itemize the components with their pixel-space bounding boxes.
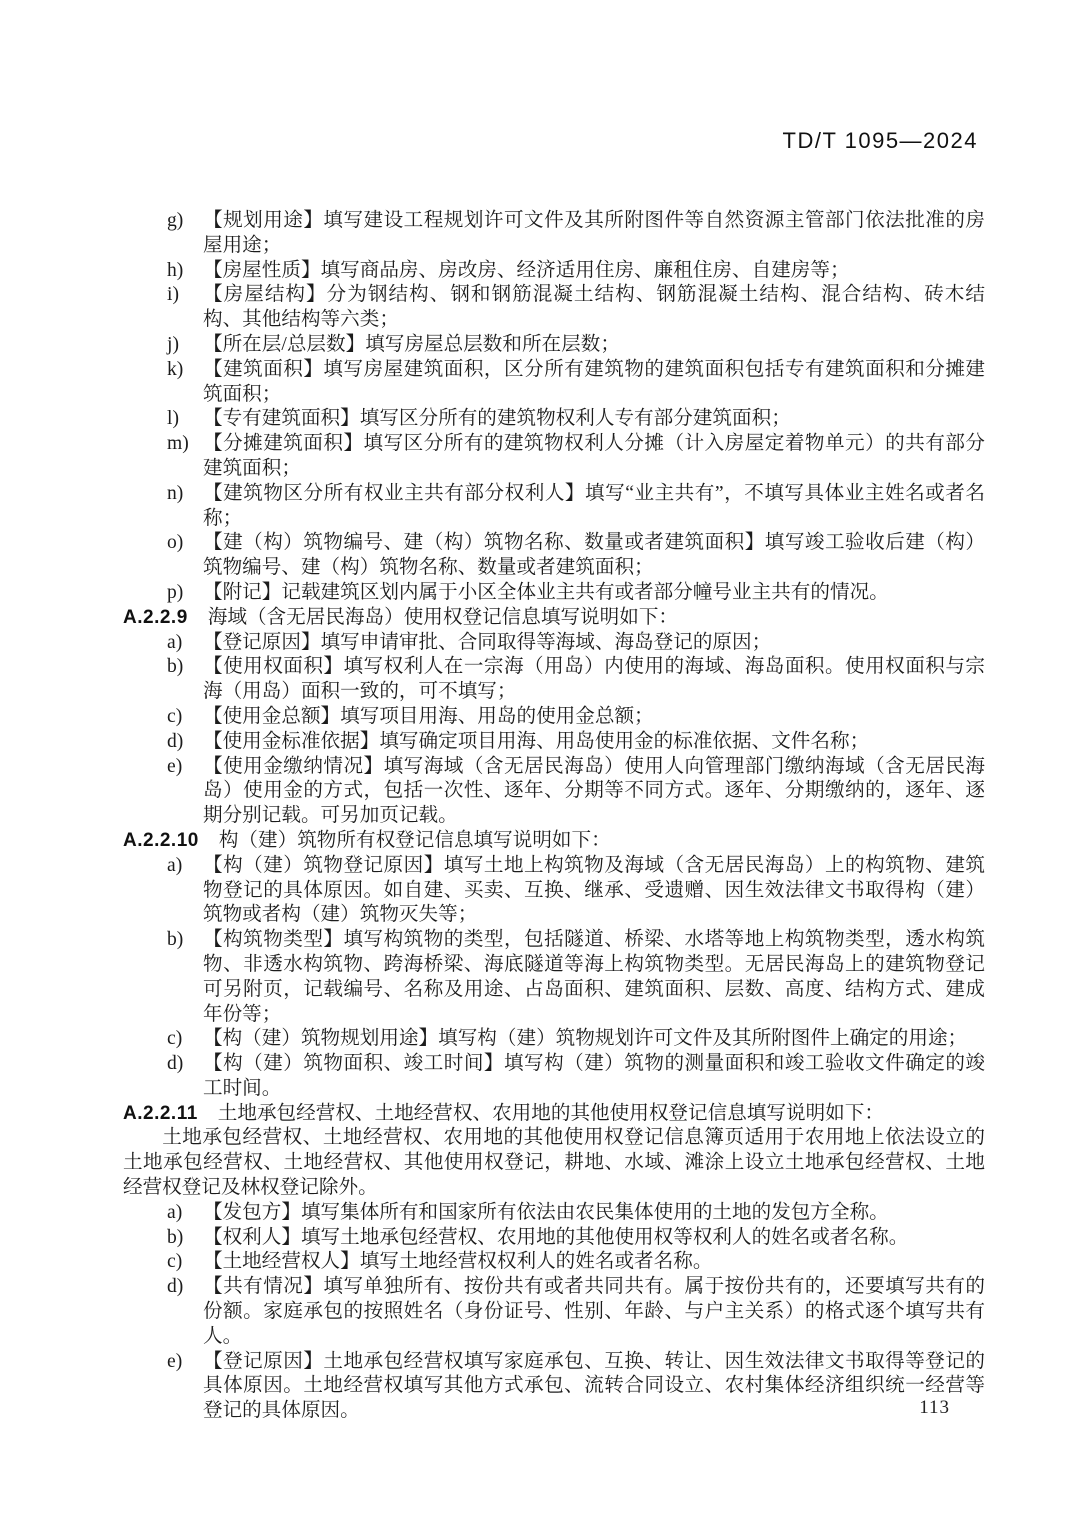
- list-item: [123, 1027, 985, 1052]
- list-item-marker: i): [167, 284, 179, 306]
- list-item-text: 【建筑面积】填写房屋建筑面积，区分所有建筑物的建筑面积包括专有建筑面积和分摊建筑面积；: [203, 358, 985, 405]
- list-item: [123, 1350, 985, 1424]
- clause-number: A.2.2.10: [123, 829, 199, 851]
- list-item: [123, 854, 985, 928]
- list-item: [123, 631, 985, 656]
- list-item: [123, 482, 985, 532]
- list-item-marker: l): [167, 408, 179, 430]
- list-item-marker: b): [167, 656, 184, 678]
- clause-heading: [123, 1102, 985, 1127]
- list-item-text: 【规划用途】填写建设工程规划许可文件及其所附图件等自然资源主管部门依法批准的房屋用途；: [203, 210, 985, 256]
- list-item-marker: o): [167, 532, 184, 554]
- list-item-text: 【所在层/总层数】填写房屋总层数和所在层数；: [203, 333, 620, 355]
- list-item: [123, 333, 985, 358]
- doc-number: TD/T 1095—2024: [782, 128, 978, 153]
- list-item-marker: p): [167, 581, 184, 603]
- list-item: [123, 581, 985, 606]
- list-item-marker: d): [167, 1276, 184, 1298]
- list-item-text: 【使用金缴纳情况】填写海域（含无居民海岛）使用人向管理部门缴纳海域（含无居民海岛）使用金的方式，包括一次性、逐年、分期等不同方式。逐年、分期缴纳的，逐年、逐期分别记载。可另加页记载。: [203, 755, 985, 827]
- list-item: [123, 1226, 985, 1251]
- list-item: [123, 1052, 985, 1102]
- list-item-text: 【登记原因】土地承包经营权填写家庭承包、互换、转让、因生效法律文书取得等登记的具体原因。土地经营权填写其他方式承包、流转合同设立、农村集体经济组织统一经营等登记的具体原因。: [203, 1350, 985, 1422]
- list-item: [123, 1250, 985, 1275]
- list-item-text: 【土地经营权人】填写土地经营权权利人的姓名或者名称。: [203, 1251, 713, 1273]
- list-item: [123, 928, 985, 1027]
- list-item: [123, 358, 985, 408]
- list-item-marker: c): [167, 705, 183, 727]
- list-item-marker: c): [167, 1251, 183, 1273]
- list-item-text: 【房屋结构】分为钢结构、钢和钢筋混凝土结构、钢筋混凝土结构、混合结构、砖木结构、其他结构等六类；: [203, 284, 985, 331]
- clause-heading: [123, 606, 985, 631]
- clause-title: 构（建）筑物所有权登记信息填写说明如下：: [218, 829, 611, 851]
- list-item-marker: d): [167, 1053, 184, 1075]
- list-item: [123, 730, 985, 755]
- clause-number: A.2.2.11: [123, 1102, 198, 1124]
- list-item-marker: h): [167, 259, 184, 281]
- list-item-marker: a): [167, 854, 183, 876]
- list-item-text: 【构（建）筑物面积、竣工时间】填写构（建）筑物的测量面积和竣工验收文件确定的竣工时间。: [203, 1053, 985, 1099]
- list-item: [123, 283, 985, 333]
- list-item: [123, 655, 985, 705]
- list-item-marker: b): [167, 929, 184, 951]
- list-item: [123, 755, 985, 829]
- list-item-text: 【房屋性质】填写商品房、房改房、经济适用住房、廉租住房、自建房等；: [203, 259, 850, 281]
- list-item-text: 【权利人】填写土地承包经营权、农用地的其他使用权等权利人的姓名或者名称。: [203, 1226, 909, 1248]
- list-item: [123, 531, 985, 581]
- list-item-marker: j): [167, 333, 179, 355]
- list-item-marker: e): [167, 1350, 183, 1372]
- list-item-text: 【专有建筑面积】填写区分所有的建筑物权利人专有部分建筑面积；: [203, 408, 791, 430]
- list-item-marker: d): [167, 730, 184, 752]
- list-item-marker: a): [167, 631, 183, 653]
- doc-header: [0, 128, 978, 154]
- list-item: [123, 432, 985, 482]
- page-number: 113: [919, 1397, 950, 1418]
- doc-content: [123, 209, 985, 1424]
- list-item: [123, 259, 985, 284]
- list-item-text: 【构筑物类型】填写构筑物的类型，包括隧道、桥梁、水塔等地上构筑物类型，透水构筑物、非透水构筑物、跨海桥梁、海底隧道等海上构筑物类型。无居民海岛上的建筑物登记可另附页，记载编号、名称及用途、占岛面积、建筑面积、层数、高度、结构方式、建成年份等；: [203, 929, 985, 1025]
- list-item: [123, 407, 985, 432]
- list-item-marker: n): [167, 482, 184, 504]
- list-item-marker: g): [167, 210, 184, 231]
- paragraph: 土地承包经营权、土地经营权、农用地的其他使用权登记信息簿页适用于农用地上依法设立的土地承包经营权、土地经营权、其他使用权登记，耕地、水域、滩涂上设立土地承包经营权、土地经营权登记及林权登记除外。: [123, 1127, 985, 1199]
- list-item-text: 【建筑物区分所有权业主共有部分权利人】填写“业主共有”，不填写具体业主姓名或者名称；: [203, 482, 985, 529]
- list-item: [123, 1275, 985, 1349]
- list-item: [123, 209, 985, 259]
- list-item-text: 【发包方】填写集体所有和国家所有依法由农民集体使用的土地的发包方全称。: [203, 1201, 889, 1223]
- doc-footer: [919, 1397, 950, 1419]
- list-item-text: 【共有情况】填写单独所有、按份共有或者共同共有。属于按份共有的，还要填写共有的份额。家庭承包的按照姓名（身份证号、性别、年龄、与户主关系）的格式逐个填写共有人。: [203, 1276, 985, 1347]
- list-item: [123, 1201, 985, 1226]
- list-item-text: 【附记】记载建筑区划内属于小区全体业主共有或者部分幢号业主共有的情况。: [203, 581, 889, 603]
- list-item-text: 【构（建）筑物规划用途】填写构（建）筑物规划许可文件及其所附图件上确定的用途；: [203, 1028, 968, 1050]
- list-item-marker: e): [167, 755, 183, 777]
- list-item-marker: a): [167, 1201, 183, 1223]
- list-item-text: 【使用金总额】填写项目用海、用岛的使用金总额；: [203, 705, 654, 727]
- list-item-marker: b): [167, 1226, 184, 1248]
- list-item-text: 【使用权面积】填写权利人在一宗海（用岛）内使用的海域、海岛面积。使用权面积与宗海（用岛）面积一致的，可不填写；: [203, 656, 985, 703]
- list-item-text: 【使用金标准依据】填写确定项目用海、用岛使用金的标准依据、文件名称；: [203, 730, 870, 752]
- list-item-text: 【登记原因】填写申请审批、合同取得等海域、海岛登记的原因；: [203, 631, 772, 653]
- clause-title: 海域（含无居民海岛）使用权登记信息填写说明如下：: [207, 606, 679, 628]
- clause-title: 土地承包经营权、土地经营权、农用地的其他使用权登记信息填写说明如下：: [217, 1102, 884, 1124]
- list-item-marker: c): [167, 1028, 183, 1050]
- list-item-marker: k): [167, 358, 184, 380]
- list-item: [123, 705, 985, 730]
- list-item-marker: m): [167, 433, 189, 455]
- list-item-text: 【构（建）筑物登记原因】填写土地上构筑物及海域（含无居民海岛）上的构筑物、建筑物登记的具体原因。如自建、买卖、互换、继承、受遗赠、因生效法律文书取得构（建）筑物或者构（建）筑物灭失等；: [203, 854, 985, 926]
- list-item-text: 【分摊建筑面积】填写区分所有的建筑物权利人分摊（计入房屋定着物单元）的共有部分建筑面积；: [203, 433, 985, 479]
- clause-number: A.2.2.9: [123, 606, 188, 628]
- clause-heading: [123, 829, 985, 854]
- list-item-text: 【建（构）筑物编号、建（构）筑物名称、数量或者建筑面积】填写竣工验收后建（构）筑物编号、建（构）筑物名称、数量或者建筑面积；: [203, 532, 985, 579]
